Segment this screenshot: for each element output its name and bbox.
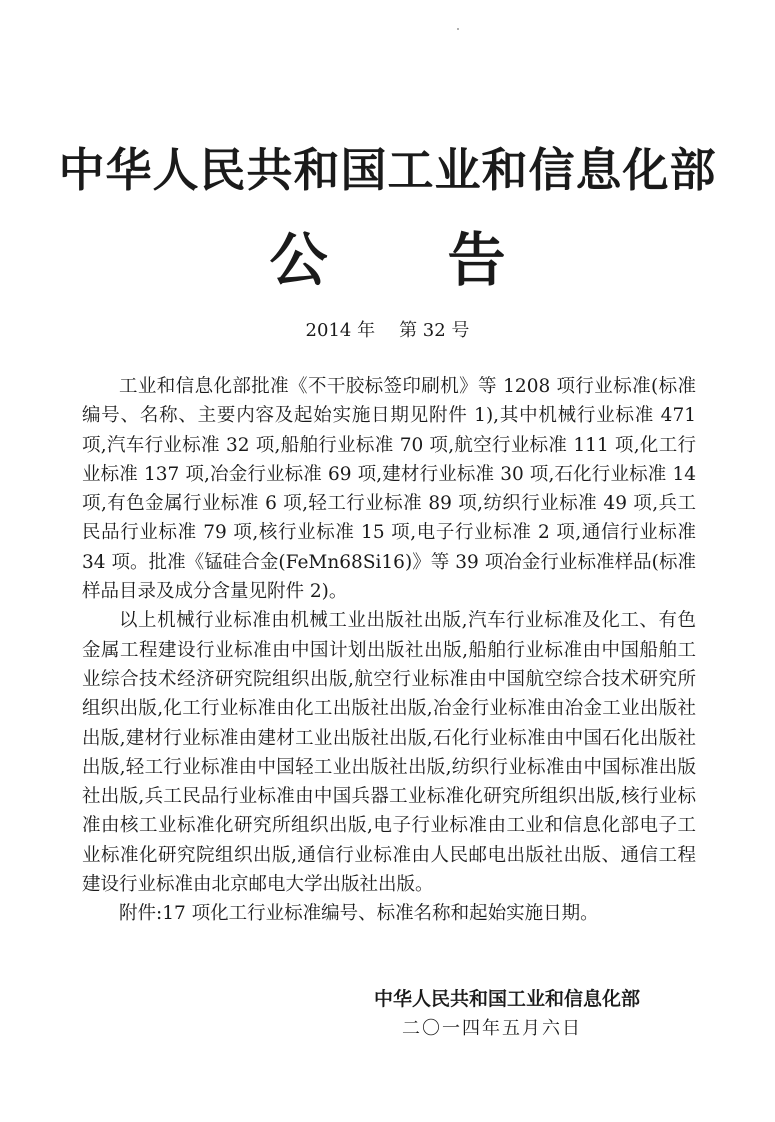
issuer-signature: 中华人民共和国工业和信息化部	[373, 988, 640, 1010]
ministry-title: 中华人民共和国工业和信息化部	[58, 143, 717, 197]
body-paragraph-publishers: 以上机械行业标准由机械工业出版社出版,汽车行业标准及化工、有色金属工程建设行业标准由中国计划出版社出版,船舶行业标准由中国船舶工业综合技术经济研究院组织出版,航空行业标准由中国航空综合技术研究所组织出版,化工行业标准由化工出版社出版,冶金行业标准由冶金工业出版社出版,建材行业标准由建材工业出版社出版,石化行业标准由中国石化出版社出版,轻工行业标准由中国轻工业出版社出版,纺织行业标准由中国标准出版社出版,兵工民品行业标准由中国兵器工业标准化研究所组织出版,核行业标准由核工业标准化研究所组织出版,电子行业标准由工业和信息化部电子工业标准化研究院组织出版,通信行业标准由人民邮电出版社出版、通信工程建设行业标准由北京邮电大学出版社出版。	[82, 610, 696, 896]
scan-speck	[457, 28, 459, 30]
issue-date: 二〇一四年五月六日	[402, 1018, 582, 1039]
document-type-heading: 公告	[269, 226, 626, 294]
body-paragraph-approval: 工业和信息化部批准《不干胶标签印刷机》等 1208 项行业标准(标准编号、名称、主要内容及起始实施日期见附件 1),其中机械行业标准 471 项,汽车行业标准 32 项,船舶行业标准 70 项,航空行业标准 111 项,化工行业标准 137 项,冶金行业标准 69 项,建材行业标准 30 项,石化行业标准 14 项,有色金属行业标准 6 项,轻工行业标准 89 项,纺织行业标准 49 项,兵工民品行业标准 79 项,核行业标准 15 项,电子行业标准 2 项,通信行业标准 34 项。批准《锰硅合金(FeMn68Si16)》等 39 项冶金行业标准样品(标准样品目录及成分含量见附件 2)。	[82, 376, 696, 603]
body-paragraph-attachment: 附件:17 项化工行业标准编号、标准名称和起始实施日期。	[119, 903, 599, 925]
document-serial: 第 32 号	[399, 320, 470, 341]
announcement-body	[82, 372, 696, 929]
document-number	[0, 319, 775, 343]
document-year: 2014 年	[305, 320, 376, 341]
